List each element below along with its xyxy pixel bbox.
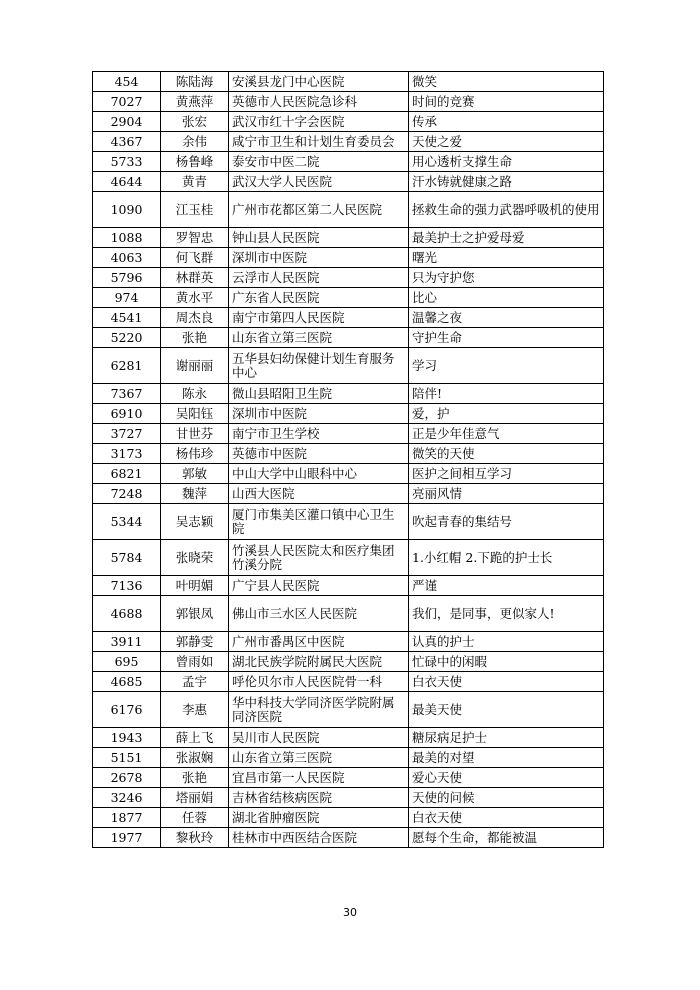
entry-id-cell: 1090 bbox=[93, 192, 161, 228]
work-title-cell: 爱，护 bbox=[409, 404, 604, 424]
table-row bbox=[93, 464, 604, 484]
table-row bbox=[93, 788, 604, 808]
organization-cell: 吴川市人民医院 bbox=[229, 728, 409, 748]
organization-cell: 南宁市卫生学校 bbox=[229, 424, 409, 444]
table-row bbox=[93, 132, 604, 152]
entrant-name-cell: 任蓉 bbox=[161, 808, 229, 828]
work-title-cell: 学习 bbox=[409, 348, 604, 384]
table-row bbox=[93, 540, 604, 576]
work-title-cell: 忙碌中的闲暇 bbox=[409, 652, 604, 672]
organization-cell: 山东省立第三医院 bbox=[229, 328, 409, 348]
entry-id-cell: 6910 bbox=[93, 404, 161, 424]
work-title-cell: 天使之爱 bbox=[409, 132, 604, 152]
table-row bbox=[93, 692, 604, 728]
entry-id-cell: 1977 bbox=[93, 828, 161, 848]
table-row bbox=[93, 484, 604, 504]
work-title-cell: 爱心天使 bbox=[409, 768, 604, 788]
work-title-cell: 白衣天使 bbox=[409, 672, 604, 692]
entry-id-cell: 974 bbox=[93, 288, 161, 308]
entrant-name-cell: 甘世芬 bbox=[161, 424, 229, 444]
table-row bbox=[93, 748, 604, 768]
work-title-cell: 曙光 bbox=[409, 248, 604, 268]
organization-cell: 深圳市中医院 bbox=[229, 248, 409, 268]
entrant-name-cell: 张晓荣 bbox=[161, 540, 229, 576]
entry-id-cell: 6176 bbox=[93, 692, 161, 728]
entrant-name-cell: 江玉桂 bbox=[161, 192, 229, 228]
entry-id-cell: 695 bbox=[93, 652, 161, 672]
organization-cell: 佛山市三水区人民医院 bbox=[229, 596, 409, 632]
work-title-cell: 严谨 bbox=[409, 576, 604, 596]
entrant-name-cell: 李惠 bbox=[161, 692, 229, 728]
table-row bbox=[93, 424, 604, 444]
entry-id-cell: 1943 bbox=[93, 728, 161, 748]
entrant-name-cell: 叶明媚 bbox=[161, 576, 229, 596]
entry-id-cell: 3727 bbox=[93, 424, 161, 444]
table-row bbox=[93, 768, 604, 788]
work-title-cell: 吹起青春的集结号 bbox=[409, 504, 604, 540]
entrant-name-cell: 张艳 bbox=[161, 328, 229, 348]
entrant-name-cell: 塔丽娟 bbox=[161, 788, 229, 808]
entry-id-cell: 1877 bbox=[93, 808, 161, 828]
organization-cell: 桂林市中西医结合医院 bbox=[229, 828, 409, 848]
entrant-name-cell: 曾雨如 bbox=[161, 652, 229, 672]
organization-cell: 厦门市集美区灌口镇中心卫生院 bbox=[229, 504, 409, 540]
table-row bbox=[93, 72, 604, 92]
entrant-name-cell: 郭静雯 bbox=[161, 632, 229, 652]
entrant-name-cell: 黄燕萍 bbox=[161, 92, 229, 112]
table-row bbox=[93, 828, 604, 848]
work-title-cell: 最美的对望 bbox=[409, 748, 604, 768]
organization-cell: 咸宁市卫生和计划生育委员会 bbox=[229, 132, 409, 152]
entry-id-cell: 5784 bbox=[93, 540, 161, 576]
table-row bbox=[93, 248, 604, 268]
table-row bbox=[93, 384, 604, 404]
organization-cell: 五华县妇幼保健计划生育服务中心 bbox=[229, 348, 409, 384]
work-title-cell: 白衣天使 bbox=[409, 808, 604, 828]
entry-id-cell: 6821 bbox=[93, 464, 161, 484]
entrant-name-cell: 魏萍 bbox=[161, 484, 229, 504]
table-row bbox=[93, 672, 604, 692]
table-row bbox=[93, 348, 604, 384]
entry-id-cell: 4367 bbox=[93, 132, 161, 152]
entrant-name-cell: 杨鲁峰 bbox=[161, 152, 229, 172]
entry-id-cell: 4685 bbox=[93, 672, 161, 692]
organization-cell: 安溪县龙门中心医院 bbox=[229, 72, 409, 92]
work-title-cell: 天使的问候 bbox=[409, 788, 604, 808]
table-row bbox=[93, 112, 604, 132]
page-number: 30 bbox=[343, 906, 357, 919]
entry-id-cell: 7248 bbox=[93, 484, 161, 504]
organization-cell: 竹溪县人民医院太和医疗集团竹溪分院 bbox=[229, 540, 409, 576]
entrant-name-cell: 张淑娴 bbox=[161, 748, 229, 768]
entrant-name-cell: 陈永 bbox=[161, 384, 229, 404]
organization-cell: 山西大医院 bbox=[229, 484, 409, 504]
entry-id-cell: 3173 bbox=[93, 444, 161, 464]
work-title-cell: 最美天使 bbox=[409, 692, 604, 728]
entrant-name-cell: 张宏 bbox=[161, 112, 229, 132]
entry-id-cell: 4688 bbox=[93, 596, 161, 632]
entrant-name-cell: 张艳 bbox=[161, 768, 229, 788]
table-row bbox=[93, 576, 604, 596]
entrant-name-cell: 罗智忠 bbox=[161, 228, 229, 248]
table-row bbox=[93, 288, 604, 308]
work-title-cell: 只为守护您 bbox=[409, 268, 604, 288]
organization-cell: 呼伦贝尔市人民医院骨一科 bbox=[229, 672, 409, 692]
work-title-cell: 微笑 bbox=[409, 72, 604, 92]
organization-cell: 微山县昭阳卫生院 bbox=[229, 384, 409, 404]
organization-cell: 中山大学中山眼科中心 bbox=[229, 464, 409, 484]
entry-id-cell: 6281 bbox=[93, 348, 161, 384]
organization-cell: 广东省人民医院 bbox=[229, 288, 409, 308]
table-row bbox=[93, 808, 604, 828]
organization-cell: 深圳市中医院 bbox=[229, 404, 409, 424]
entry-id-cell: 3911 bbox=[93, 632, 161, 652]
table-row bbox=[93, 172, 604, 192]
work-title-cell: 亮丽风情 bbox=[409, 484, 604, 504]
entrant-name-cell: 薛上飞 bbox=[161, 728, 229, 748]
table-row bbox=[93, 632, 604, 652]
entries-table-body bbox=[93, 72, 604, 848]
table-row bbox=[93, 228, 604, 248]
entry-id-cell: 2904 bbox=[93, 112, 161, 132]
entrant-name-cell: 陈陆海 bbox=[161, 72, 229, 92]
work-title-cell: 时间的竞赛 bbox=[409, 92, 604, 112]
entrant-name-cell: 周杰良 bbox=[161, 308, 229, 328]
entry-id-cell: 7136 bbox=[93, 576, 161, 596]
work-title-cell: 比心 bbox=[409, 288, 604, 308]
entry-id-cell: 3246 bbox=[93, 788, 161, 808]
table-row bbox=[93, 92, 604, 112]
organization-cell: 广州市花都区第二人民医院 bbox=[229, 192, 409, 228]
table-row bbox=[93, 504, 604, 540]
work-title-cell: 1.小红帽 2.下跪的护士长 bbox=[409, 540, 604, 576]
organization-cell: 宜昌市第一人民医院 bbox=[229, 768, 409, 788]
entry-id-cell: 7367 bbox=[93, 384, 161, 404]
table-row bbox=[93, 268, 604, 288]
work-title-cell: 最美护士之护爱母爱 bbox=[409, 228, 604, 248]
entrant-name-cell: 黄水平 bbox=[161, 288, 229, 308]
table-row bbox=[93, 652, 604, 672]
entry-id-cell: 2678 bbox=[93, 768, 161, 788]
entry-id-cell: 5151 bbox=[93, 748, 161, 768]
work-title-cell: 微笑的天使 bbox=[409, 444, 604, 464]
entry-id-cell: 7027 bbox=[93, 92, 161, 112]
organization-cell: 英德市中医院 bbox=[229, 444, 409, 464]
organization-cell: 湖北民族学院附属民大医院 bbox=[229, 652, 409, 672]
entry-id-cell: 5220 bbox=[93, 328, 161, 348]
entry-id-cell: 454 bbox=[93, 72, 161, 92]
organization-cell: 云浮市人民医院 bbox=[229, 268, 409, 288]
organization-cell: 钟山县人民医院 bbox=[229, 228, 409, 248]
organization-cell: 英德市人民医院急诊科 bbox=[229, 92, 409, 112]
work-title-cell: 汗水铸就健康之路 bbox=[409, 172, 604, 192]
entrant-name-cell: 孟宇 bbox=[161, 672, 229, 692]
entrant-name-cell: 郭敏 bbox=[161, 464, 229, 484]
entrant-name-cell: 林群英 bbox=[161, 268, 229, 288]
entry-id-cell: 5344 bbox=[93, 504, 161, 540]
entrant-name-cell: 黄青 bbox=[161, 172, 229, 192]
table-row bbox=[93, 308, 604, 328]
work-title-cell: 医护之间相互学习 bbox=[409, 464, 604, 484]
entrant-name-cell: 郭银凤 bbox=[161, 596, 229, 632]
entrant-name-cell: 余伟 bbox=[161, 132, 229, 152]
organization-cell: 广宁县人民医院 bbox=[229, 576, 409, 596]
organization-cell: 山东省立第三医院 bbox=[229, 748, 409, 768]
table-row bbox=[93, 152, 604, 172]
organization-cell: 吉林省结核病医院 bbox=[229, 788, 409, 808]
work-title-cell: 拯救生命的强力武器呼吸机的使用 bbox=[409, 192, 604, 228]
entry-id-cell: 5733 bbox=[93, 152, 161, 172]
work-title-cell: 认真的护士 bbox=[409, 632, 604, 652]
entrant-name-cell: 杨伟珍 bbox=[161, 444, 229, 464]
table-row bbox=[93, 328, 604, 348]
entrant-name-cell: 谢丽丽 bbox=[161, 348, 229, 384]
organization-cell: 湖北省肿瘤医院 bbox=[229, 808, 409, 828]
work-title-cell: 温馨之夜 bbox=[409, 308, 604, 328]
organization-cell: 广州市番禺区中医院 bbox=[229, 632, 409, 652]
organization-cell: 华中科技大学同济医学院附属同济医院 bbox=[229, 692, 409, 728]
work-title-cell: 用心透析支撑生命 bbox=[409, 152, 604, 172]
entry-id-cell: 4541 bbox=[93, 308, 161, 328]
table-row bbox=[93, 444, 604, 464]
entry-id-cell: 1088 bbox=[93, 228, 161, 248]
work-title-cell: 传承 bbox=[409, 112, 604, 132]
organization-cell: 泰安市中医二院 bbox=[229, 152, 409, 172]
table-row bbox=[93, 728, 604, 748]
entrant-name-cell: 何飞群 bbox=[161, 248, 229, 268]
entrant-name-cell: 黎秋玲 bbox=[161, 828, 229, 848]
entry-id-cell: 5796 bbox=[93, 268, 161, 288]
table-row bbox=[93, 404, 604, 424]
work-title-cell: 守护生命 bbox=[409, 328, 604, 348]
entry-id-cell: 4063 bbox=[93, 248, 161, 268]
work-title-cell: 我们，是同事，更似家人! bbox=[409, 596, 604, 632]
entrant-name-cell: 吴志颖 bbox=[161, 504, 229, 540]
work-title-cell: 陪伴! bbox=[409, 384, 604, 404]
organization-cell: 武汉市红十字会医院 bbox=[229, 112, 409, 132]
organization-cell: 南宁市第四人民医院 bbox=[229, 308, 409, 328]
work-title-cell: 正是少年佳意气 bbox=[409, 424, 604, 444]
organization-cell: 武汉大学人民医院 bbox=[229, 172, 409, 192]
entrant-name-cell: 吴阳钰 bbox=[161, 404, 229, 424]
entries-table bbox=[92, 71, 604, 848]
table-row bbox=[93, 596, 604, 632]
work-title-cell: 愿每个生命，都能被温 bbox=[409, 828, 604, 848]
work-title-cell: 糖尿病足护士 bbox=[409, 728, 604, 748]
entry-id-cell: 4644 bbox=[93, 172, 161, 192]
table-row bbox=[93, 192, 604, 228]
